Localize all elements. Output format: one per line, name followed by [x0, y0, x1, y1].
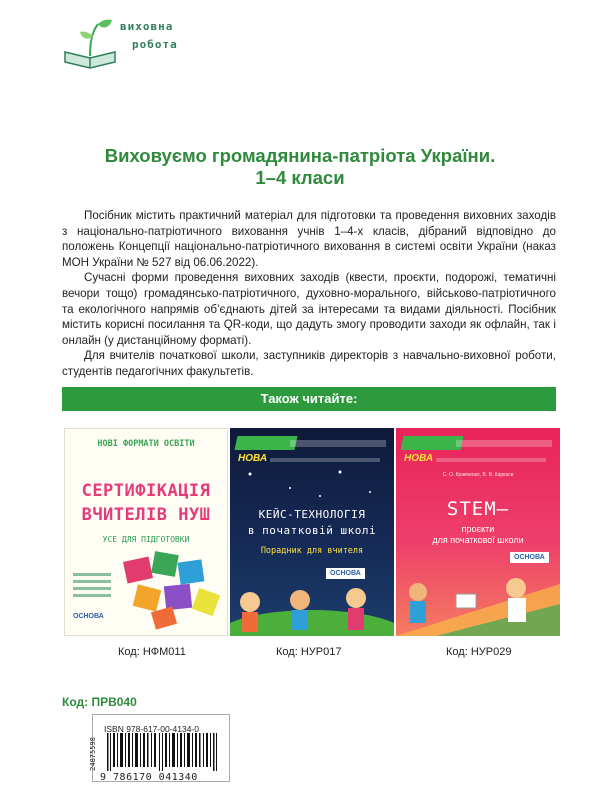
- kids-illustration: [230, 568, 394, 636]
- book-title-line-1: КЕЙС-ТЕХНОЛОГІЯ: [258, 508, 366, 521]
- nova-label: НОВА: [238, 453, 268, 464]
- puzzle-illustration: [117, 549, 225, 631]
- publisher: ОСНОВА: [510, 552, 549, 563]
- description: [62, 208, 556, 380]
- book-title-line-1: STEM–: [446, 498, 510, 520]
- book-title-line-2: в початковій школі: [247, 524, 377, 537]
- book-cover-nur017[interactable]: [230, 428, 394, 636]
- series-badge: [235, 436, 298, 450]
- nova-stripe: [270, 458, 380, 462]
- open-book-icon: [60, 12, 120, 72]
- page-title: [0, 145, 600, 189]
- isbn: ISBN 978-617-00-4134-0: [104, 724, 199, 734]
- title-line-1: Виховуємо громадянина-патріота України.: [104, 145, 496, 166]
- publisher: ОСНОВА: [326, 568, 365, 579]
- series-stripe: [456, 440, 552, 447]
- book-subtitle: Порадник для вчителя: [260, 546, 364, 556]
- book-cover-nfm011[interactable]: [64, 428, 228, 636]
- paragraph: Для вчителів початкової школи, заступників директорів з навчально-виховної роботи, студентів педагогічних факультетів.: [62, 349, 556, 378]
- logo-line-2: робота: [132, 38, 178, 51]
- barcode-bars: [107, 733, 225, 771]
- book-code: Код: НУР029: [446, 646, 512, 658]
- logo-line-1: виховна: [120, 20, 174, 33]
- book-code: Код: НУР017: [276, 646, 342, 658]
- book-subtitle: УСЕ ДЛЯ ПІДГОТОВКИ: [102, 535, 190, 544]
- nova-label: НОВА: [404, 453, 434, 464]
- kids-illustration: [396, 564, 560, 636]
- book-series: НОВІ ФОРМАТИ ОСВІТИ: [97, 439, 195, 449]
- book-title-line-2: проєкти: [461, 524, 495, 534]
- paragraph: Сучасні форми проведення виховних заходів (квести, проєкти, подорожі, тематичні вечори тощо) громадянсько-патріотичного, духовно-морального, військово-патріотичного та екологічного напрямів об’єднають дітей за інтересами та видами діяльності. Посібник містить корисні посилання та QR-коди, що дадуть змогу проводити заходи як офлайн, так і онлайн (у дистанційному форматі).: [62, 271, 556, 347]
- side-number: [88, 732, 106, 782]
- book-cover-nur029[interactable]: [396, 428, 560, 636]
- logo: [60, 12, 210, 74]
- side-number-text: 24875598: [88, 737, 97, 771]
- checklist: [73, 569, 111, 605]
- barcode-number: 9 786170 041340: [100, 772, 198, 783]
- product-code: Код: ПРВ040: [62, 695, 137, 709]
- series-badge: [401, 436, 464, 450]
- publisher: ОСНОВА: [73, 613, 104, 620]
- paragraph: Посібник містить практичний матеріал для підготовки та проведення виховних заходів з національно-патріотичного виховання учнів 1–4-х класів, дібраний відповідно до положень Концепції національно-патріотичного виховання в системі освіти України (наказ МОН України № 527 від 06.06.2022).: [62, 209, 556, 269]
- title-line-2: 1–4 класи: [255, 167, 345, 188]
- series-stripe: [290, 440, 386, 447]
- book-code: Код: НФМ011: [118, 646, 186, 658]
- book-title-line-2: ВЧИТЕЛІВ НУШ: [81, 505, 211, 525]
- book-title-line-1: СЕРТИФІКАЦІЯ: [81, 481, 211, 501]
- book-authors: С. О. Кравченко, В. В. Каркасв: [442, 472, 514, 478]
- book-title-line-3: для початкової школи: [432, 535, 524, 545]
- stars-decoration: [230, 464, 394, 504]
- nova-stripe: [436, 458, 546, 462]
- also-read-banner: Також читайте:: [62, 387, 556, 411]
